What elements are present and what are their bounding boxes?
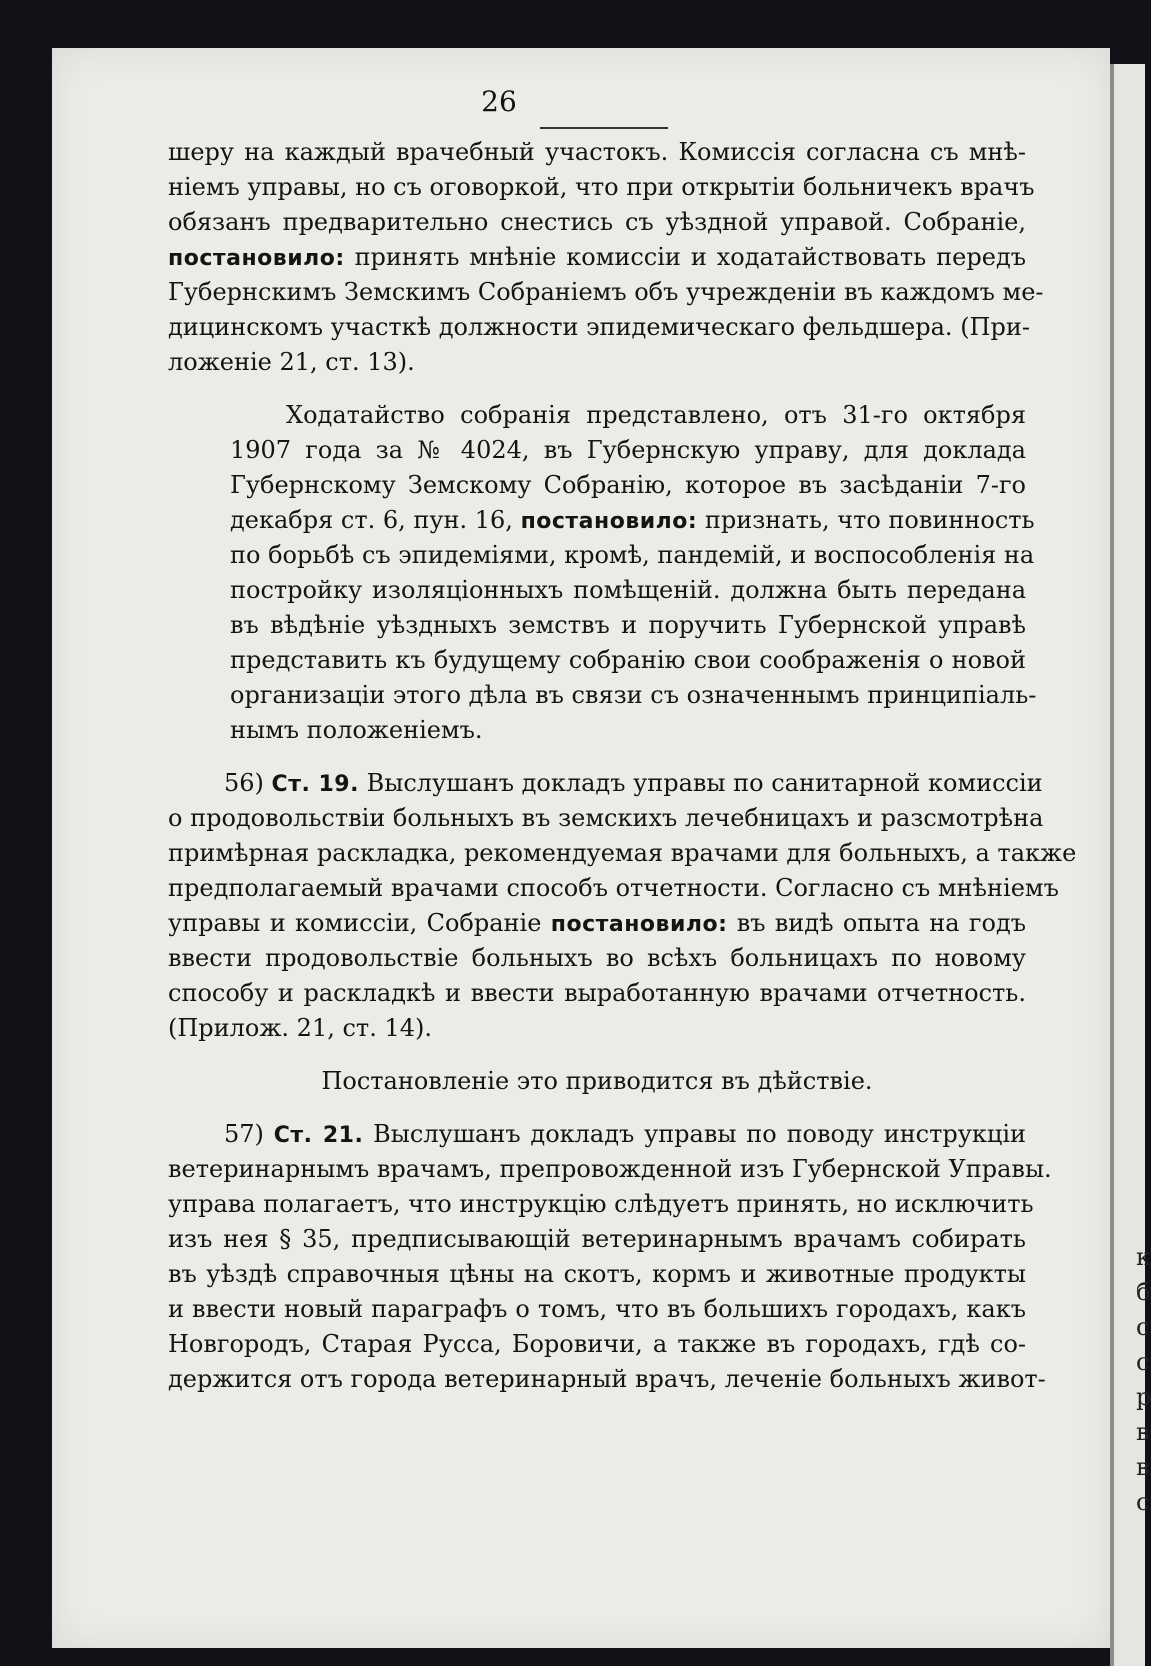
text-line: представить къ будущему собранію свои соображенія о новой xyxy=(230,646,1026,674)
text-line: по борьбѣ съ эпидеміями, кромѣ, пандемій, и воспособленія на xyxy=(230,541,1035,569)
keyword-resolved: постановило: xyxy=(550,912,728,937)
text-line: примѣрная раскладка, рекомендуемая врачами для больныхъ, а также xyxy=(168,839,1077,867)
page-gutter xyxy=(1110,64,1114,1666)
keyword-resolved: постановило: xyxy=(168,246,345,271)
paragraph-1 xyxy=(168,135,1044,380)
text-line: Новгородъ, Старая Русса, Боровичи, а также въ городахъ, гдѣ со- xyxy=(168,1330,1026,1358)
paragraph-3 xyxy=(168,766,1077,1046)
paragraph-2 xyxy=(168,398,1037,748)
text-line: изъ нея § 35, предписывающій ветеринарнымъ врачамъ собирать xyxy=(168,1225,1026,1253)
page-number-rule xyxy=(540,127,668,129)
next-page-letter: с xyxy=(1136,1488,1150,1516)
paragraph-4 xyxy=(168,1117,1052,1397)
text-line: шеру на каждый врачебный участокъ. Комиссія согласна съ мнѣ- xyxy=(168,138,1026,166)
text-line xyxy=(230,503,1035,538)
text-line: нымъ положеніемъ. xyxy=(230,716,483,744)
resolution-note: Постановленіе это приводится въ дѣйствіе. xyxy=(321,1067,873,1095)
text-line: въ уѣздѣ справочныя цѣны на скотъ, кормъ и животные продукты xyxy=(168,1260,1026,1288)
next-page-edge xyxy=(1110,64,1151,1666)
text-line: о продовольствіи больныхъ въ земскихъ лечебницахъ и разсмотрѣна xyxy=(168,804,1044,832)
text-line: ніемъ управы, но съ оговоркой, что при открытіи больничекъ врачъ xyxy=(168,173,1035,201)
text-line: ветеринарнымъ врачамъ, препровожденной изъ Губернской Управы. xyxy=(168,1155,1052,1183)
next-page-letters xyxy=(1136,1240,1151,1520)
text-line: ввести продовольствіе больныхъ во всѣхъ больницахъ по новому xyxy=(168,944,1026,972)
text-line: Ходатайство собранія представлено, отъ 31-го октября xyxy=(286,401,1026,429)
page-text xyxy=(168,85,1077,1397)
next-page-letter: б xyxy=(1136,1278,1151,1306)
text-line xyxy=(168,1117,1026,1152)
next-page-letter: в xyxy=(1136,1418,1150,1446)
text-fragment: принять мнѣніе комиссіи и ходатайствовать передъ xyxy=(354,243,1026,271)
article-label: Ст. 21. xyxy=(273,1123,364,1148)
text-fragment: въ видѣ опыта на годъ xyxy=(736,909,1026,937)
text-fragment: декабря ст. 6, пун. 16, xyxy=(230,506,513,534)
next-page-letter: с xyxy=(1136,1348,1150,1376)
text-line: управа полагаетъ, что инструкцію слѣдуетъ принять, но исключить xyxy=(168,1190,1034,1218)
text-line: организаціи этого дѣла въ связи съ означеннымъ принципіаль- xyxy=(230,681,1037,709)
text-fragment: управы и комиссіи, Собраніе xyxy=(168,909,542,937)
text-fragment: признать, что повинность xyxy=(704,506,1035,534)
text-line: постройку изоляціонныхъ помѣщеній. должна быть передана xyxy=(230,576,1026,604)
text-line: дицинскомъ участкѣ должности эпидемическаго фельдшера. (При- xyxy=(168,313,1030,341)
next-page-letter: к xyxy=(1136,1243,1151,1271)
item-number: 56) xyxy=(224,769,264,797)
text-line xyxy=(168,906,1026,941)
text-line: держится отъ города ветеринарный врачъ, леченіе больныхъ живот- xyxy=(168,1365,1046,1393)
text-fragment: Выслушанъ докладъ управы по поводу инструкціи xyxy=(373,1120,1026,1148)
page-number: 26 xyxy=(481,85,517,118)
text-line: и ввести новый параграфъ о томъ, что въ большихъ городахъ, какъ xyxy=(168,1295,1026,1323)
text-line: 1907 года за № 4024, въ Губернскую управу, для доклада xyxy=(230,436,1026,464)
text-line: Губернскимъ Земскимъ Собраніемъ объ учрежденіи въ каждомъ ме- xyxy=(168,278,1044,306)
next-page-letter: в xyxy=(1136,1453,1150,1481)
text-line: предполагаемый врачами способъ отчетности. Согласно съ мнѣніемъ xyxy=(168,874,1059,902)
text-line: обязанъ предварительно снестись съ уѣздной управой. Собраніе, xyxy=(168,208,1026,236)
text-fragment: Выслушанъ докладъ управы по санитарной комиссіи xyxy=(366,769,1043,797)
text-line xyxy=(168,766,1043,801)
article-label: Ст. 19. xyxy=(271,772,359,797)
next-page-letter: р xyxy=(1136,1383,1151,1411)
text-line: (Прилож. 21, ст. 14). xyxy=(168,1014,432,1042)
text-line: способу и раскладкѣ и ввести выработанную врачами отчетность. xyxy=(168,979,1026,1007)
next-page-letter: с xyxy=(1136,1313,1150,1341)
text-line xyxy=(168,240,1026,275)
keyword-resolved: постановило: xyxy=(520,509,698,534)
item-number: 57) xyxy=(224,1120,264,1148)
text-line: въ вѣдѣніе уѣздныхъ земствъ и поручить Губернской управѣ xyxy=(230,611,1026,639)
text-line: ложеніе 21, ст. 13). xyxy=(168,348,415,376)
text-line: Губернскому Земскому Собранію, которое въ засѣданіи 7-го xyxy=(230,471,1026,499)
